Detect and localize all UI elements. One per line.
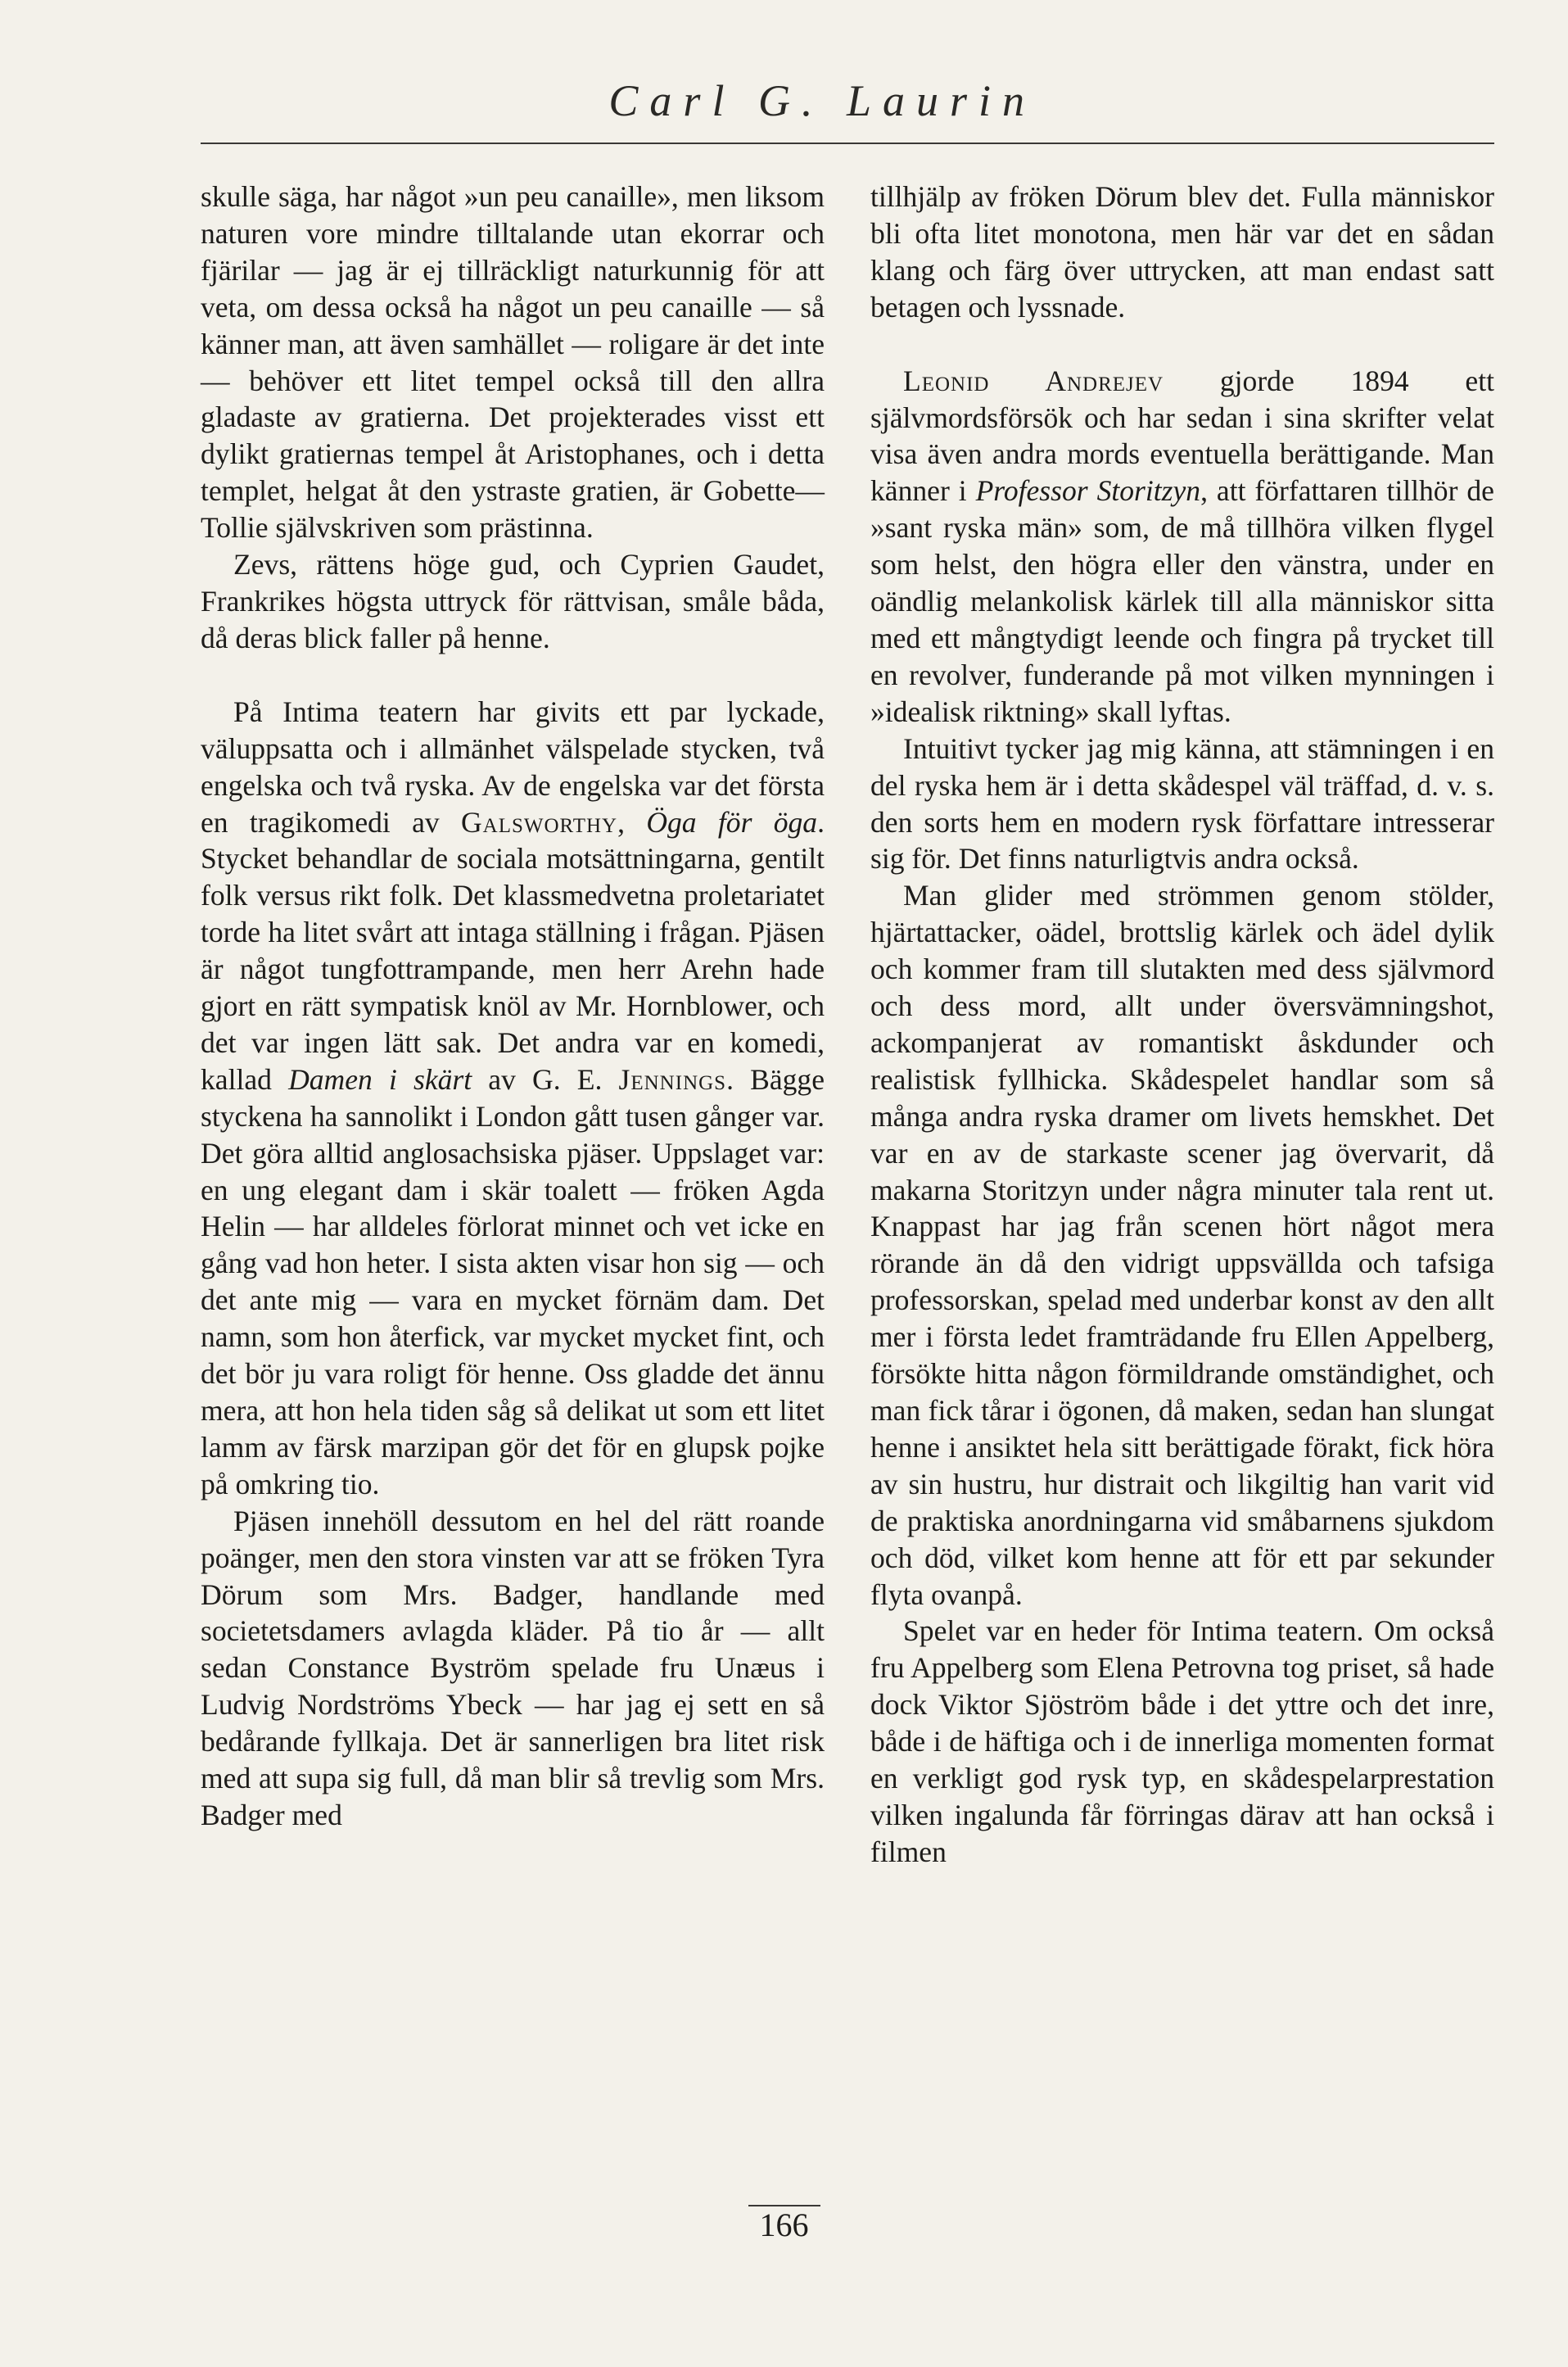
paragraph: Intuitivt tycker jag mig känna, att stämningen i en del ryska hem är i detta skådespel väl träffad, d. v. s. den sorts hem en modern rysk författare intresserar sig för. Det finns naturligtvis andra också. [870, 731, 1494, 876]
text-run: . Stycket behandlar de sociala motsättningarna, gentilt folk versus rikt folk. Det klassmedvetna proletariatet torde ha litet svårt att intaga ställning i frågan. Pjäsen är något tungfottrampande, men herr Arehn hade gjort en rätt sympatisk knöl av Mr. Hornblower, och det var ingen lätt sak. Det andra var en komedi, kallad [201, 805, 825, 1096]
author-name: Leonid Andrejev [903, 364, 1164, 397]
author-name: Jennings [618, 1062, 727, 1096]
paragraph: Man glider med strömmen genom stölder, hjärtattacker, oädel, brottslig kärlek och ädel dylik och kommer fram till slutakten med dess självmord och dess mord, allt under översvämningshot, ackompanjerat av romantiskt åskdunder och realistisk fyllhicka. Skådespelet handlar som så många andra ryska dramer om livets hemskhet. Det var en av de starkaste scener jag övervarit, då makarna Storitzyn under några minuter tala rent ut. Knappast har jag från scenen hört något mera rörande än då den vidrigt uppsvällda och tafsiga professorskan, spelad med underbar konst av den allt mer i första ledet framträdande fru Ellen Appelberg, försökte hitta någon förmildrande omständighet, och man fick tårar i ögonen, då maken, sedan han slungat henne i ansiktet hela sitt berättigade förakt, fick höra av sin hustru, hur distrait och likgiltig han varit vid de praktiska anordningarna vid småbarnens sjukdom och död, vilket kom henne att för ett par sekunder flyta ovanpå. [870, 879, 1494, 1611]
play-title: Öga för öga [646, 805, 818, 839]
paragraph: Spelet var en heder för Intima teatern. Om också fru Appelberg som Elena Petrovna tog priset, så hade dock Viktor Sjöström både i det yttre och det inre, både i de häftiga och i de innerliga momenten format en verkligt god rysk typ, en skådespelarprestation vilken ingalunda får förringas därav att han också i filmen [870, 1614, 1494, 1868]
left-column [201, 179, 825, 1834]
play-title: Damen i skärt [288, 1062, 472, 1096]
text-run: , [617, 805, 647, 839]
running-head: Carl G. Laurin [608, 76, 1036, 125]
page-number [0, 2206, 1568, 2245]
text-run: gjorde 1894 ett självmordsförsök och har sedan i sina skrifter velat visa även andra mords eventuella berättigande. Man känner i [870, 364, 1494, 508]
section-break [201, 657, 825, 694]
paragraph: Pjäsen innehöll dessutom en hel del rätt roande poänger, men den stora vinsten var att se fröken Tyra Dörum som Mrs. Badger, handlande med societetsdamers avlagda kläder. På tio år — allt sedan Constance Byström spelade fru Unæus i Ludvig Nordströms Ybeck — har jag ej sett en så bedårande fyllkaja. Det är sannerligen bra litet risk med att supa sig full, då man blir så trevlig som Mrs. Badger med [201, 1504, 825, 1831]
paragraph [870, 363, 1494, 731]
play-title: Professor Storitzyn [975, 474, 1201, 508]
header-rule [201, 143, 1494, 144]
author-name: Galsworthy [460, 805, 618, 839]
right-column [870, 179, 1494, 1871]
paragraph: skulle säga, har något »un peu canaille», men liksom naturen vore mindre tilltalande utan ekorrar och fjärilar — jag är ej tillräckligt naturkunnig för att veta, om dessa också ha något un peu canaille — så känner man, att även samhället — roligare är det inte — behöver ett litet tempel också till den allra gladaste av gratierna. Det projekterades visst ett dylikt gratiernas tempel åt Aristophanes, och i detta templet, helgat åt den ystraste gratien, är Gobette—Tollie självskriven som prästinna. [201, 180, 825, 545]
text-run: av G. E. [472, 1062, 619, 1096]
paragraph [201, 694, 825, 1503]
text-run: . Bägge styckena ha sannolikt i London gått tusen gånger var. Det göra alltid anglosachsiska pjäser. Uppslaget var: en ung elegant dam i skär toalett — fröken Agda Helin — har alldeles förlorat minnet och vet icke en gång vad hon heter. I sista akten visar hon sig — och det ante mig — vara en mycket förnäm dam. Det namn, som hon återfick, var mycket mycket fint, och det bör ju vara roligt för henne. Oss gladde det ännu mera, att hon hela tiden såg så delikat ut som ett litet lamm av färsk marzipan gör det för en glupsk pojke på omkring tio. [201, 1062, 825, 1500]
text-run: På Intima teatern har givits ett par lyckade, väluppsatta och i allmänhet välspelade stycken, två engelska och två ryska. Av de engelska var det första en tragikomedi av [201, 695, 825, 839]
section-break [870, 326, 1494, 363]
page-number-text: 166 [748, 2205, 820, 2243]
paragraph: Zevs, rättens höge gud, och Cyprien Gaudet, Frankrikes högsta uttryck för rättvisan, småle båda, då deras blick faller på henne. [201, 548, 825, 654]
paragraph: tillhjälp av fröken Dörum blev det. Fulla människor bli ofta litet monotona, men här var det en sådan klang och färg över uttrycken, att man endast satt betagen och lyssnade. [870, 180, 1494, 324]
text-run: , att författaren tillhör de »sant ryska män» som, de må tillhöra vilken flygel som helst, den högra eller den vänstra, under en oändlig melankolisk kärlek till alla människor sitta med ett mångtydigt leende och fingra på trycket till en revolver, funderande på mot vilken mynningen i »idealisk riktning» skall lyftas. [870, 474, 1494, 728]
